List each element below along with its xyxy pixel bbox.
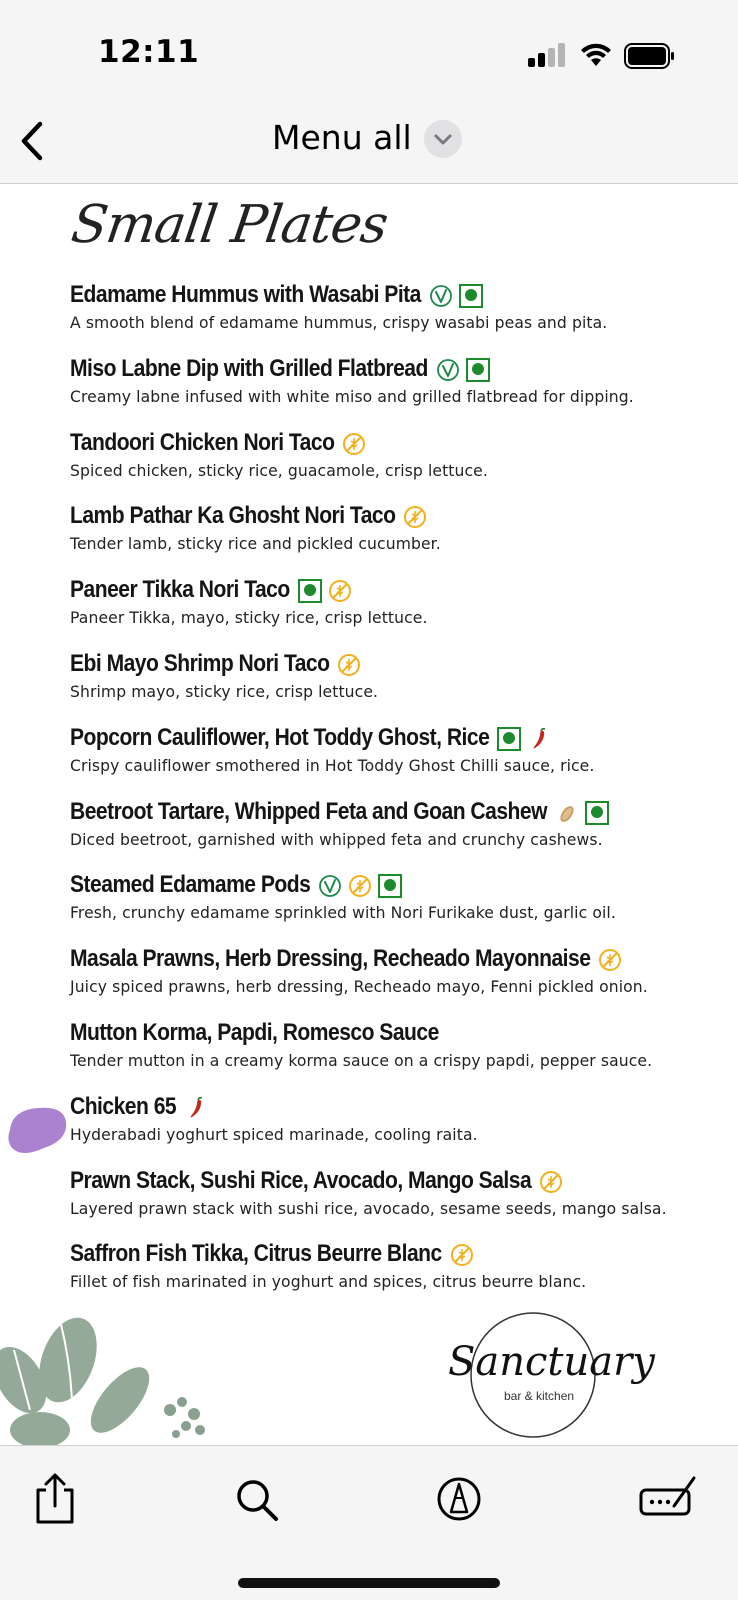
- menu-item-name: Paneer Tikka Nori Taco: [70, 576, 290, 604]
- vegan-icon: [429, 284, 453, 308]
- menu-item-name-row: [70, 354, 730, 386]
- share-icon[interactable]: [30, 1472, 80, 1526]
- menu-item-name: Miso Labne Dip with Grilled Flatbread: [70, 354, 428, 382]
- menu-item-description: Shrimp mayo, sticky rice, crisp lettuce.: [70, 683, 379, 701]
- menu-item-description: Tender lamb, sticky rice and pickled cucumber.: [70, 535, 441, 554]
- back-button[interactable]: [14, 118, 54, 164]
- navigation-bar: [0, 100, 738, 184]
- dietary-icons: [342, 430, 366, 458]
- gluten-free-icon: [348, 874, 372, 898]
- menu-item: [70, 501, 730, 553]
- menu-item: [70, 723, 730, 775]
- status-bar: [0, 0, 738, 100]
- pdf-document-page[interactable]: [0, 185, 738, 1445]
- menu-item-name: Masala Prawns, Herb Dressing, Recheado Mayonnaise: [70, 945, 591, 973]
- purple-highlight-mark: [4, 1100, 70, 1160]
- menu-item-name: Saffron Fish Tikka, Citrus Beurre Blanc: [70, 1240, 442, 1268]
- menu-item-description: Fresh, crunchy edamame sprinkled with Nori Furikake dust, garlic oil.: [70, 904, 616, 923]
- status-time: 12:11: [98, 34, 200, 70]
- menu-item: [70, 649, 730, 701]
- vegan-icon: [318, 874, 342, 898]
- menu-item: [70, 1018, 730, 1070]
- menu-item-description: Fillet of fish marinated in yoghurt and spices, citrus beurre blanc.: [70, 1273, 587, 1292]
- wifi-icon: [580, 42, 612, 68]
- menu-item-description: Juicy spiced prawns, herb dressing, Recheado mayo, Fenni pickled onion.: [70, 978, 648, 997]
- menu-item-name: Popcorn Cauliflower, Hot Toddy Ghost, Rice: [70, 723, 490, 751]
- menu-item: [70, 797, 730, 849]
- menu-item-description: Creamy labne infused with white miso and grilled flatbread for dipping.: [70, 387, 634, 406]
- logo-name: Sanctuary: [448, 1339, 655, 1385]
- sanctuary-logo: [438, 1305, 655, 1445]
- menu-item-description: Paneer Tikka, mayo, sticky rice, crisp lettuce.: [70, 609, 428, 628]
- menu-item-name-row: [70, 575, 730, 607]
- menu-item-name-row: [70, 1092, 730, 1124]
- gluten-free-icon: [337, 653, 361, 677]
- menu-item-name-row: [70, 280, 730, 312]
- menu-item-name: Edamame Hummus with Wasabi Pita: [70, 281, 421, 308]
- menu-item-description: Crispy cauliflower smothered in Hot Toddy Ghost Chilli sauce, rice.: [70, 756, 595, 775]
- menu-item-name-row: [70, 428, 730, 460]
- menu-item-name: Beetroot Tartare, Whipped Feta and Goan Cashew: [70, 797, 547, 825]
- dietary-icons: [318, 872, 402, 900]
- search-icon[interactable]: [232, 1472, 282, 1526]
- section-title: Small Plates: [67, 195, 391, 255]
- menu-item: [70, 1239, 730, 1291]
- leaf-illustration: [0, 1310, 220, 1445]
- menu-item: [70, 428, 730, 480]
- gluten-free-icon: [342, 432, 366, 456]
- menu-item-name: Ebi Mayo Shrimp Nori Taco: [70, 650, 330, 677]
- dietary-icons: [555, 799, 609, 827]
- menu-item-description: Spiced chicken, sticky rice, guacamole, crisp lettuce.: [70, 461, 488, 480]
- dietary-icons: [539, 1168, 563, 1196]
- menu-item-description: Diced beetroot, garnished with whipped feta and crunchy cashews.: [70, 830, 603, 849]
- menu-item: [70, 575, 730, 627]
- chevron-down-icon[interactable]: [424, 120, 462, 158]
- menu-item-name-row: [70, 1166, 730, 1198]
- menu-item-name-row: [70, 649, 730, 681]
- menu-item: [70, 870, 730, 922]
- menu-item-name-row: [70, 723, 730, 755]
- home-indicator[interactable]: [238, 1578, 500, 1588]
- cellular-signal-icon: [528, 43, 568, 67]
- menu-item: [70, 354, 730, 406]
- menu-item-name-row: [70, 501, 730, 533]
- gluten-free-icon: [328, 579, 352, 603]
- veg-icon: [378, 874, 402, 898]
- nut-icon: [555, 801, 579, 825]
- menu-item-name-row: [70, 797, 730, 829]
- menu-item: [70, 944, 730, 996]
- dietary-icons: [429, 282, 483, 310]
- veg-icon: [585, 801, 609, 825]
- menu-item-name: Prawn Stack, Sushi Rice, Avocado, Mango Salsa: [70, 1166, 532, 1194]
- edit-form-icon[interactable]: [638, 1472, 698, 1526]
- menu-item: [70, 280, 730, 332]
- veg-icon: [497, 727, 521, 751]
- menu-item-name: Lamb Pathar Ka Ghosht Nori Taco: [70, 502, 396, 530]
- menu-item-name: Tandoori Chicken Nori Taco: [70, 428, 335, 456]
- menu-item-name-row: [70, 870, 730, 902]
- gluten-free-icon: [539, 1170, 563, 1194]
- chilli-icon: [527, 727, 551, 751]
- menu-item: [70, 1092, 730, 1144]
- menu-item-description: A smooth blend of edamame hummus, crispy wasabi peas and pita.: [70, 314, 608, 332]
- gluten-free-icon: [403, 505, 427, 529]
- dietary-icons: [497, 725, 551, 753]
- dietary-icons: [598, 946, 622, 974]
- logo-subtitle: bar & kitchen: [504, 1389, 575, 1403]
- dietary-icons: [403, 503, 427, 531]
- menu-item: [70, 1166, 730, 1218]
- dietary-icons: [436, 356, 490, 384]
- chilli-icon: [184, 1096, 208, 1120]
- markup-icon[interactable]: [434, 1472, 484, 1526]
- menu-item-name: Steamed Edamame Pods: [70, 871, 311, 899]
- veg-icon: [466, 358, 490, 382]
- menu-item-description: Tender mutton in a creamy korma sauce on a crispy papdi, pepper sauce.: [70, 1052, 653, 1070]
- document-title[interactable]: Menu all: [272, 118, 412, 157]
- menu-item-description: Layered prawn stack with sushi rice, avocado, sesame seeds, mango salsa.: [70, 1199, 667, 1218]
- dietary-icons: [298, 577, 352, 605]
- menu-item-name-row: [70, 944, 730, 976]
- dietary-icons: [450, 1241, 474, 1269]
- gluten-free-icon: [598, 948, 622, 972]
- menu-item-name: Chicken 65: [70, 1092, 177, 1120]
- battery-icon: [624, 43, 676, 69]
- menu-item-name-row: [70, 1239, 730, 1271]
- vegan-icon: [436, 358, 460, 382]
- bottom-toolbar: [0, 1445, 738, 1600]
- menu-item-description: Hyderabadi yoghurt spiced marinade, cooling raita.: [70, 1125, 478, 1144]
- dietary-icons: [337, 651, 361, 679]
- gluten-free-icon: [450, 1243, 474, 1267]
- menu-item-name: Mutton Korma, Papdi, Romesco Sauce: [70, 1019, 439, 1046]
- veg-icon: [459, 284, 483, 308]
- dietary-icons: [184, 1094, 208, 1122]
- menu-item-name-row: [70, 1018, 730, 1050]
- veg-icon: [298, 579, 322, 603]
